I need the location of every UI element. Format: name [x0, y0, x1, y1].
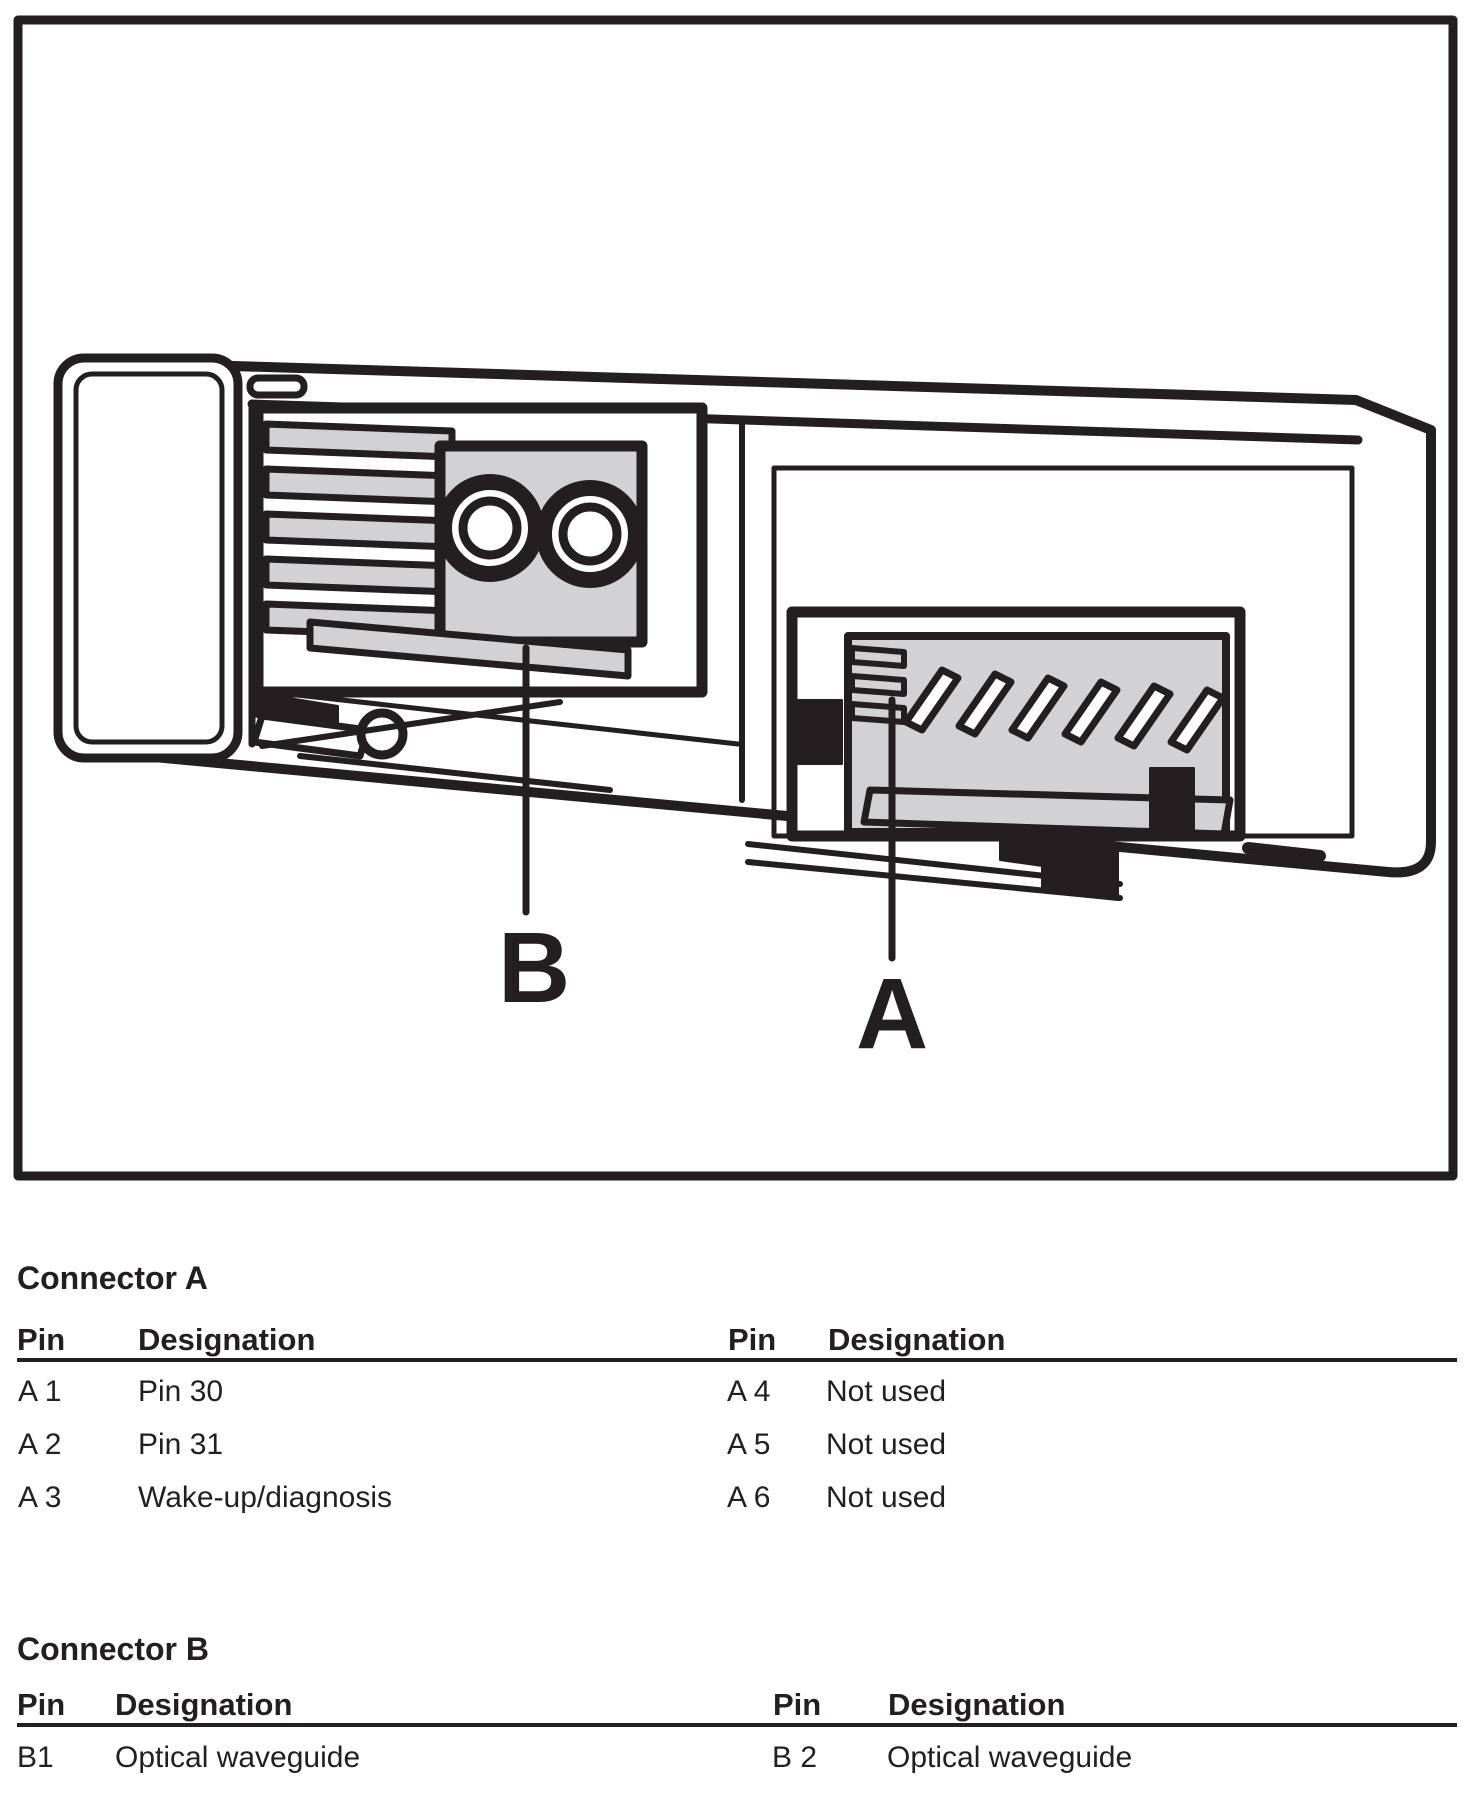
table-cell-pin: A 3 [18, 1481, 62, 1514]
connector-a-key-slot [794, 700, 842, 764]
connector-a-header-designation-right: Designation [828, 1322, 1006, 1357]
table-cell-pin: A 2 [18, 1428, 62, 1461]
table-cell-designation: Pin 31 [138, 1428, 224, 1461]
table-cell-pin: A 5 [727, 1428, 771, 1461]
table-cell-designation: Not used [826, 1481, 947, 1514]
connector-a-header-pin-left: Pin [17, 1322, 66, 1357]
callout-b-label: B [498, 912, 571, 1024]
table-cell-pin: B1 [17, 1741, 54, 1774]
connector-a-header-rule [17, 1358, 1457, 1362]
connector-b-title: Connector B [17, 1631, 209, 1667]
connector-b-header-pin-left: Pin [17, 1687, 66, 1722]
connector-b-header-designation-left: Designation [115, 1687, 293, 1722]
table-cell-designation: Pin 30 [138, 1375, 224, 1408]
table-cell-designation: Not used [826, 1375, 947, 1408]
optical-port-icon [444, 482, 536, 574]
table-cell-pin: B 2 [772, 1741, 818, 1774]
table-cell-designation: Optical waveguide [887, 1741, 1133, 1774]
table-cell-pin: A 1 [18, 1375, 62, 1408]
latch-screw [361, 713, 403, 755]
connector-a-fins [852, 648, 904, 722]
connector-a-title: Connector A [17, 1260, 208, 1296]
device-left-cap [58, 358, 238, 758]
corner-band [1248, 848, 1320, 856]
connector-a-header-pin-right: Pin [728, 1322, 777, 1357]
table-cell-designation: Wake-up/diagnosis [138, 1481, 393, 1514]
connector-a-header-designation-left: Designation [138, 1322, 316, 1357]
table-cell-pin: A 4 [727, 1375, 771, 1408]
panel-slot [250, 378, 304, 395]
table-cell-designation: Optical waveguide [115, 1741, 361, 1774]
optical-port-icon [544, 488, 636, 580]
table-cell-pin: A 6 [727, 1481, 771, 1514]
connector-a-cutout [1150, 768, 1194, 834]
connector-b-header-designation-right: Designation [888, 1687, 1066, 1722]
connector-b-header-pin-right: Pin [773, 1687, 822, 1722]
table-cell-designation: Not used [826, 1428, 947, 1461]
callout-a-label: A [856, 958, 929, 1070]
connector-b-header-rule [17, 1723, 1457, 1727]
